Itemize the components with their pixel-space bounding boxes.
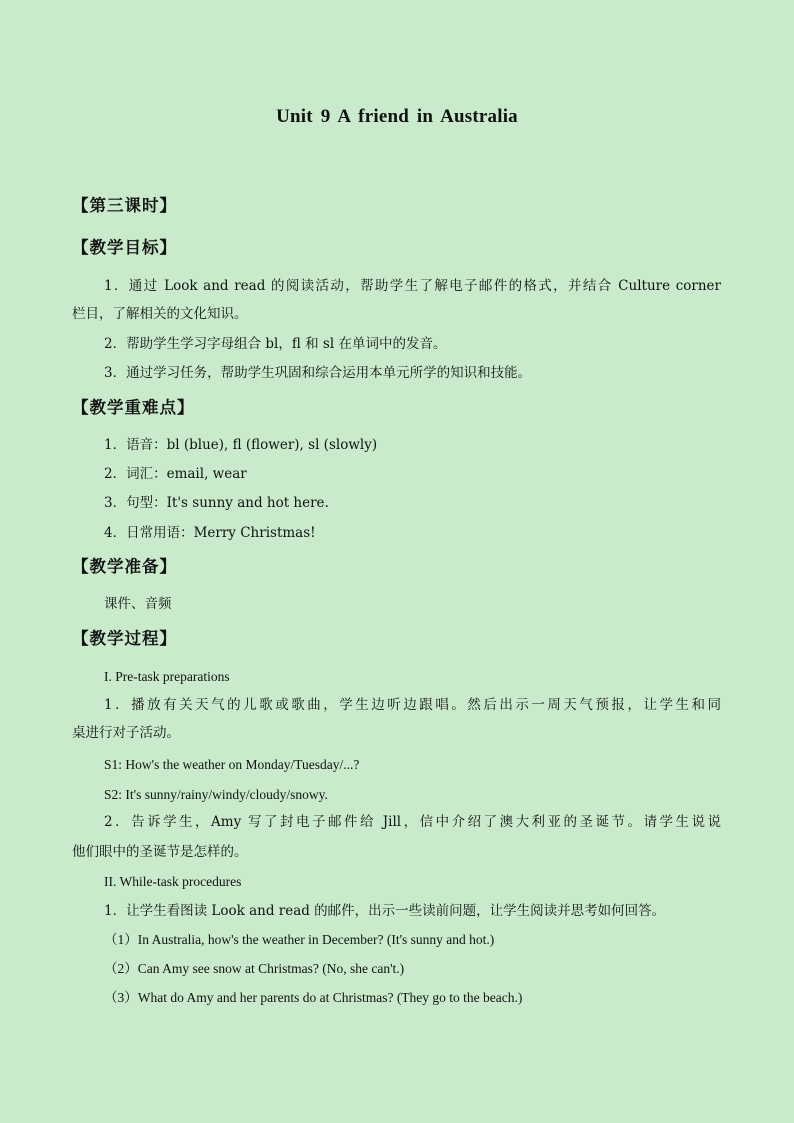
while-task-title: II. While-task procedures bbox=[104, 874, 242, 889]
step-1-line-2: 桌进行对子活动。 bbox=[72, 725, 180, 741]
key-point-4: 4．日常用语：Merry Christmas! bbox=[104, 525, 316, 541]
key-point-2: 2．词汇：email, wear bbox=[104, 466, 247, 482]
lesson-heading: 【第三课时】 bbox=[72, 196, 177, 215]
objective-1-line-1: 1．通过 Look and read 的阅读活动，帮助学生了解电子邮件的格式，并结合 Culture corner bbox=[104, 278, 721, 294]
question-2: （2）Can Amy see snow at Christmas? (No, she can't.) bbox=[104, 961, 405, 976]
key-points-heading: 【教学重难点】 bbox=[72, 398, 195, 417]
question-3: （3）What do Amy and her parents do at Christmas? (They go to the beach.) bbox=[104, 990, 523, 1005]
objective-1-line-2: 栏目，了解相关的文化知识。 bbox=[72, 306, 248, 322]
preparation-heading: 【教学准备】 bbox=[72, 557, 177, 576]
process-heading: 【教学过程】 bbox=[72, 629, 177, 648]
step-1-line-1: 1．播放有关天气的儿歌或歌曲，学生边听边跟唱。然后出示一周天气预报，让学生和同 bbox=[104, 697, 721, 713]
objectives-heading: 【教学目标】 bbox=[72, 238, 177, 257]
step-2-line-2: 他们眼中的圣诞节是怎样的。 bbox=[72, 844, 248, 860]
while-step-1: 1．让学生看图读 Look and read 的邮件，出示一些读前问题，让学生阅读并思考如何回答。 bbox=[104, 903, 666, 919]
dialog-s2: S2: It's sunny/rainy/windy/cloudy/snowy. bbox=[104, 787, 328, 802]
question-1: （1）In Australia, how's the weather in December? (It's sunny and hot.) bbox=[104, 932, 495, 947]
document-title: Unit 9 A friend in Australia bbox=[276, 106, 518, 127]
pre-task-title: I. Pre-task preparations bbox=[104, 669, 230, 684]
objective-3: 3．通过学习任务，帮助学生巩固和综合运用本单元所学的知识和技能。 bbox=[104, 365, 532, 381]
key-point-3: 3．句型：It's sunny and hot here. bbox=[104, 495, 329, 511]
key-point-1: 1．语音：bl (blue), fl (flower), sl (slowly) bbox=[104, 437, 378, 453]
preparation-text: 课件、音频 bbox=[104, 596, 172, 612]
dialog-s1: S1: How's the weather on Monday/Tuesday/...? bbox=[104, 757, 360, 772]
step-2-line-1: 2．告诉学生，Amy 写了封电子邮件给 Jill，信中介绍了澳大利亚的圣诞节。请学生说说 bbox=[104, 814, 721, 830]
objective-2: 2．帮助学生学习字母组合 bl，fl 和 sl 在单词中的发音。 bbox=[104, 336, 447, 352]
